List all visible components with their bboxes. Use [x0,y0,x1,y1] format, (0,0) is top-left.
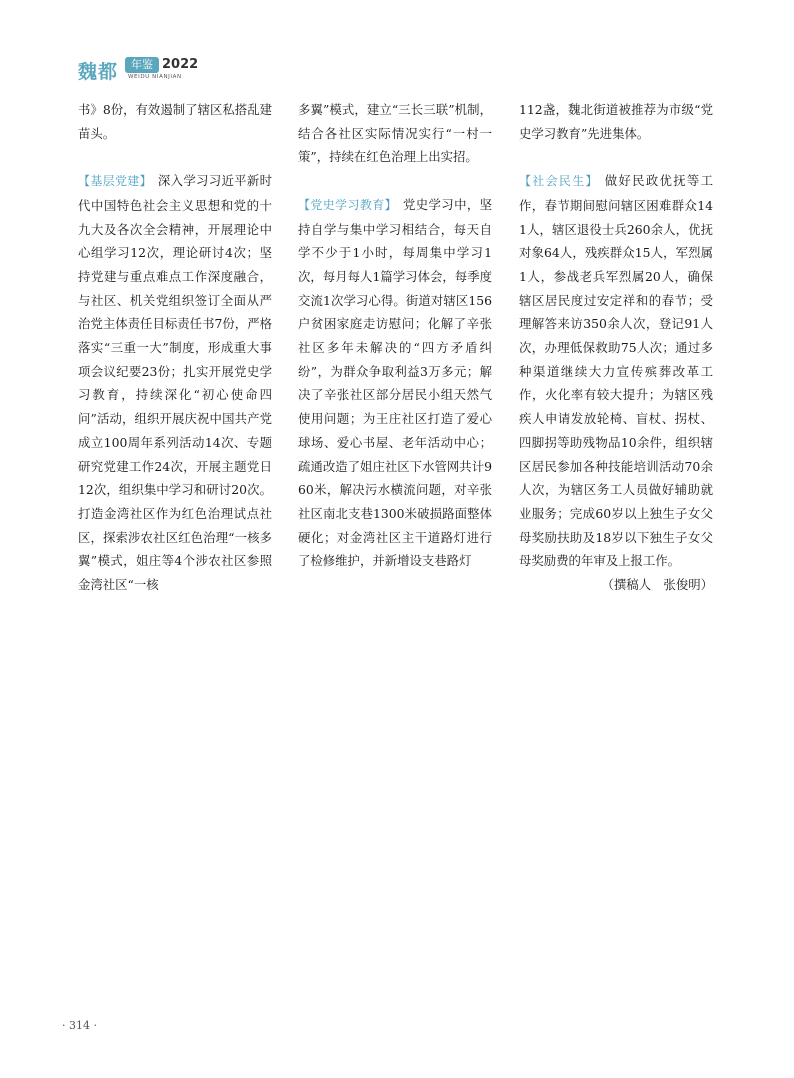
logo-title: 魏都 [78,61,119,83]
logo-seal: 年鉴 [125,57,159,73]
author-credit: （撰稿人 张俊明） [601,577,713,593]
text-column-2 [298,98,492,573]
section-shehui-minsheng [519,169,713,573]
logo-year: 2022 [162,57,199,72]
section-heading: 【党史学习教育】 [298,197,398,212]
section-body: 深入学习习近平新时代中国特色社会主义思想和党的十九大及各次全会精神，开展理论中心组学习12次，理论研讨4次；坚持党建与重点难点工作深度融合，与社区、机关党组织签订全面从严治党主体责任目标责任书7份，严格落实“三重一大”制度，形成重大事项会议纪要23份；扎实开展党史学习教育，持续深化“初心使命四问”活动，组织开展庆祝中国共产党成立100周年系列活动14次、专题研究党建工作24次，开展主题党日12次，组织集中学习和研讨20次。打造金湾社区作为红色治理试点社区，探索涉农社区红色治理“一核多翼”模式，姐庄等4个涉农社区参照金湾社区“一核 [78,173,272,593]
paragraph: 书》8份，有效遏制了辖区私搭乱建苗头。 [78,102,272,141]
logo-subtitle: WEIDU NIANJIAN [128,74,182,80]
text-column-1 [78,98,272,597]
section-heading: 【基层党建】 [78,174,152,189]
paragraph: 多翼”模式，建立“三长三联”机制，结合各社区实际情况实行“一村一策”，持续在红色治理上出实招。 [298,102,492,165]
section-body: 做好民政优抚等工作，春节期间慰问辖区困难群众141人，辖区退役士兵260余人，优抚对象64人，残疾群众15人，军烈属1人，参战老兵军烈属20人，确保辖区居民度过安定祥和的春节；受理解答来访350余人次，登记91人次，办理低保救助75人次；通过多种渠道继续大力宣传殡葬改革工作，火化率有较大提升；为辖区残疾人申请发放轮椅、盲杖、拐杖、四脚拐等助残物品10余件，组织辖区居民参加各种技能培训活动70余人次，为辖区务工人员做好辅助就业服务；完成60岁以上独生子女父母奖励扶助及18岁以下独生子女父母奖励费的年审及上报工作。 [519,173,713,569]
page-number: · 314 · [62,1019,97,1032]
section-jiceng-dangjian [78,169,272,597]
paragraph: 112盏，魏北街道被推荐为市级“党史学习教育”先进集体。 [519,102,713,141]
section-dangshi-xuexi [298,193,492,573]
text-column-3 [519,98,713,597]
section-body: 党史学习中，坚持自学与集中学习相结合，每天自学不少于1小时，每周集中学习1次，每月每人1篇学习体会，每季度交流1次学习心得。街道对辖区156户贫困家庭走访慰问；化解了辛张社区多年未解决的“四方矛盾纠纷”，为群众争取利益3万多元；解决了辛张社区部分居民小组天然气使用问题；为王庄社区打造了爱心球场、爱心书屋、老年活动中心；疏通改造了姐庄社区下水管网共计960米，解决污水横流问题，对辛张社区南北支巷1300米破损路面整体硬化；对金湾社区主干道路灯进行了检修维护，并新增设支巷路灯 [298,196,492,569]
section-heading: 【社会民生】 [519,174,599,189]
yearbook-logo [78,55,208,85]
